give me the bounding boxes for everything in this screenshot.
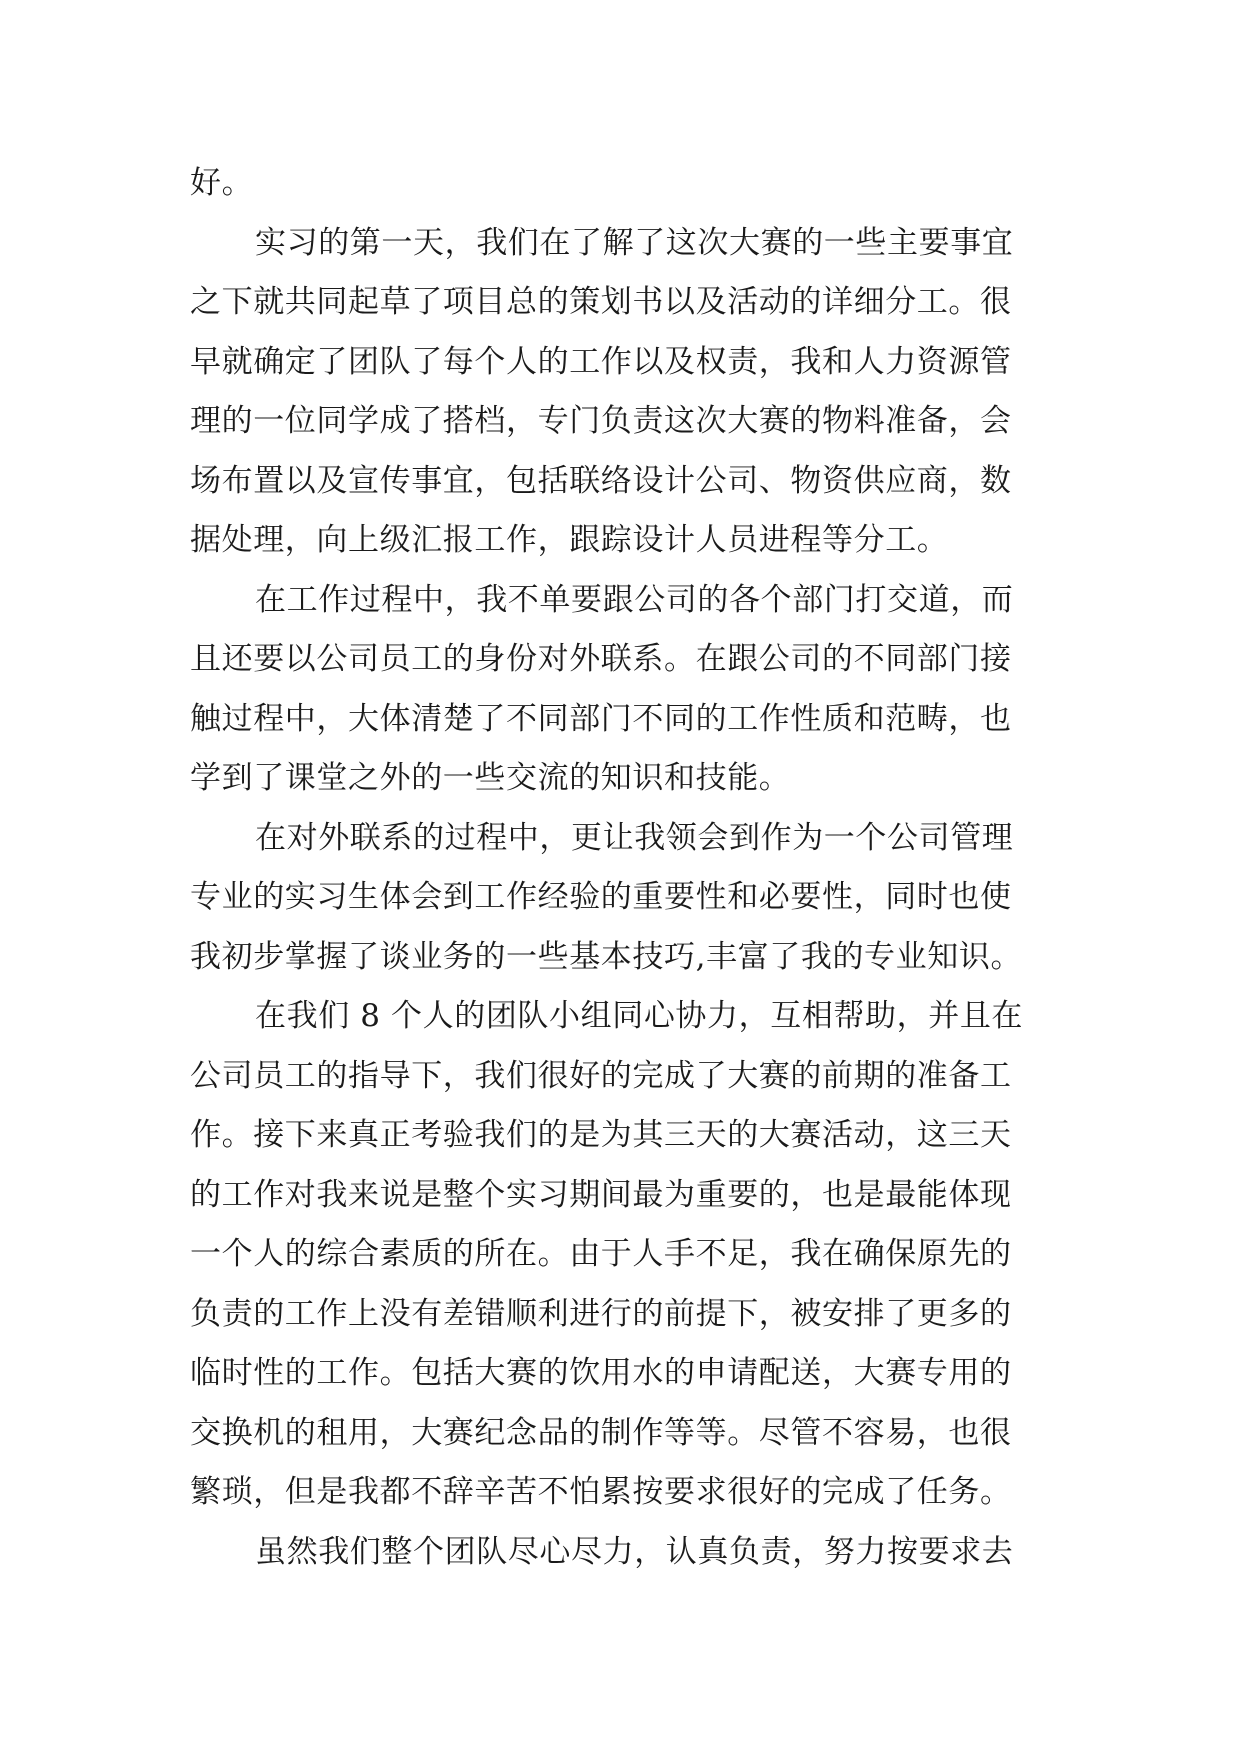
text-line: 触过程中，大体清楚了不同部门不同的工作性质和范畴，也 <box>190 701 1012 737</box>
text-line: 学到了课堂之外的一些交流的知识和技能。 <box>190 760 791 796</box>
text-line: 交换机的租用，大赛纪念品的制作等等。尽管不容易，也很 <box>190 1415 1012 1451</box>
text-line: 临时性的工作。包括大赛的饮用水的申请配送，大赛专用的 <box>190 1355 1012 1391</box>
text-line: 负责的工作上没有差错顺利进行的前提下，被安排了更多的 <box>190 1296 1012 1332</box>
text-line: 好。 <box>190 165 254 201</box>
text-line: 专业的实习生体会到工作经验的重要性和必要性，同时也使 <box>190 879 1012 915</box>
text-line: 虽然我们整个团队尽心尽力，认真负责，努力按要求去 <box>255 1534 1014 1570</box>
text-line: 据处理，向上级汇报工作，跟踪设计人员进程等分工。 <box>190 522 949 558</box>
text-line: 理的一位同学成了搭档，专门负责这次大赛的物料准备，会 <box>190 403 1012 439</box>
text-line: 繁琐，但是我都不辞辛苦不怕累按要求很好的完成了任务。 <box>190 1474 1012 1510</box>
text-line: 我初步掌握了谈业务的一些基本技巧,丰富了我的专业知识。 <box>190 939 1023 975</box>
text-line: 在工作过程中，我不单要跟公司的各个部门打交道，而 <box>255 582 1014 618</box>
text-line: 在我们 8 个人的团队小组同心协力，互相帮助，并且在 <box>255 998 1024 1034</box>
text-line: 之下就共同起草了项目总的策划书以及活动的详细分工。很 <box>190 284 1012 320</box>
text-line: 的工作对我来说是整个实习期间最为重要的，也是最能体现 <box>190 1177 1012 1213</box>
text-line: 早就确定了团队了每个人的工作以及权责，我和人力资源管 <box>190 344 1012 380</box>
text-line: 实习的第一天，我们在了解了这次大赛的一些主要事宜 <box>255 225 1014 261</box>
text-line: 作。接下来真正考验我们的是为其三天的大赛活动，这三天 <box>190 1117 1012 1153</box>
text-line: 场布置以及宣传事宜，包括联络设计公司、物资供应商，数 <box>190 463 1012 499</box>
text-line: 且还要以公司员工的身份对外联系。在跟公司的不同部门接 <box>190 641 1012 677</box>
text-line: 公司员工的指导下，我们很好的完成了大赛的前期的准备工 <box>190 1058 1012 1094</box>
text-line: 在对外联系的过程中，更让我领会到作为一个公司管理 <box>255 820 1014 856</box>
text-line: 一个人的综合素质的所在。由于人手不足，我在确保原先的 <box>190 1236 1012 1272</box>
